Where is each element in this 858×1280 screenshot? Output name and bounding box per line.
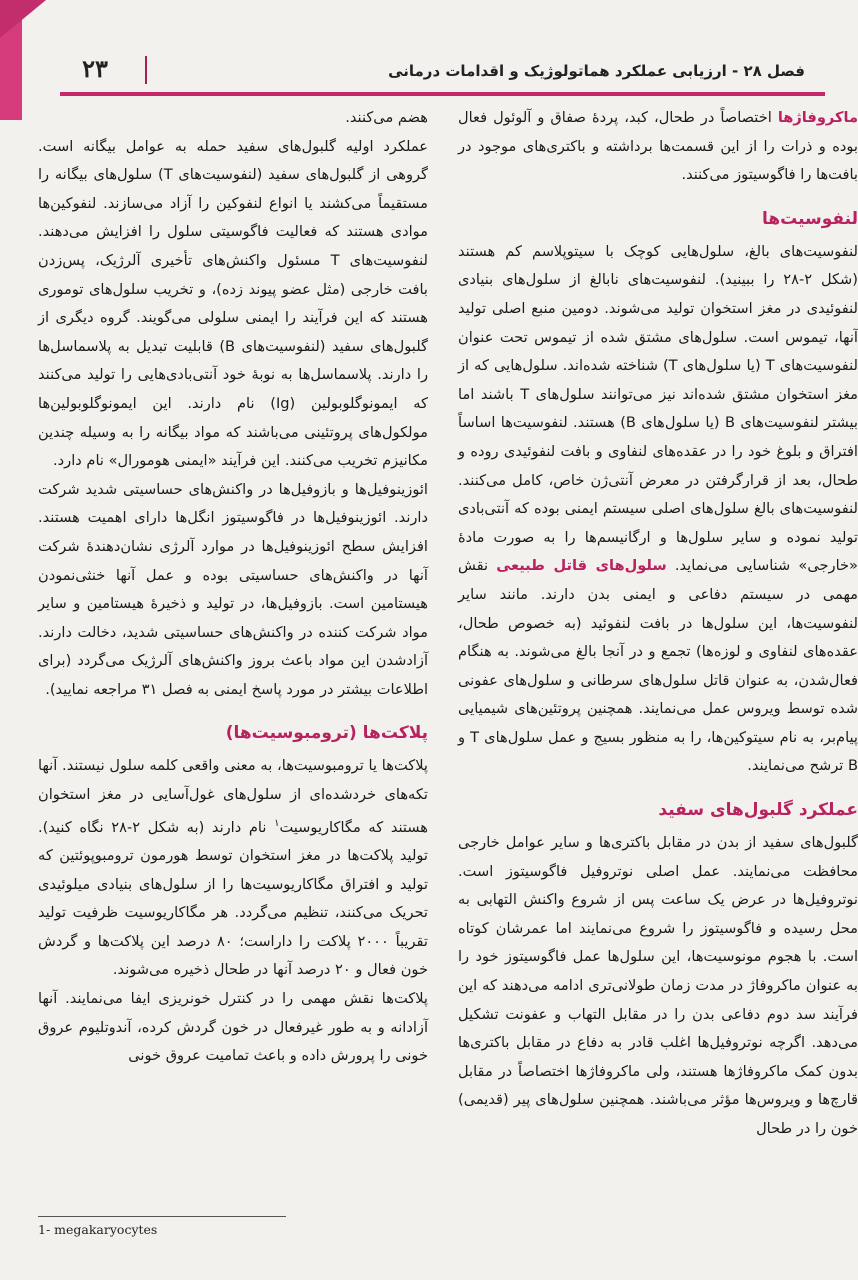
footnote-marker: ۱	[274, 817, 280, 829]
platelets-text-a: پلاکت‌ها یا ترومبوسیت‌ها، به معنی واقعی کلمه سلول نیستند. آنها تکه‌های خردشده‌ای از سلول‌های غول‌آسایی در مغز استخوان هستند که مگاکاریوسیت	[38, 757, 429, 836]
corner-color-wedge	[0, 0, 46, 38]
footnote: 1- megakaryocytes	[38, 1222, 158, 1237]
running-header	[20, 48, 825, 96]
wbc-function-paragraph: گلبول‌های سفید از بدن در مقابل باکتری‌ها و سایر عوامل خارجی محافظت می‌نمایند. عمل اصلی نوتروفیل فاگوسیتوز است. نوتروفیل‌ها در عرض یک ساعت پس از شروع واکنش التهابی به محل رسیده و فاگوسیتوز را شروع می‌نمایند اما عمرشان کوتاه است. با هجوم مونوسیت‌ها، این سلول‌ها عمل فاگوسیتوز خود را به عنوان ماکروفاژ در مدت زمان طولانی‌تری ادامه می‌دهند که این فرآیند سد دوم دفاعی بدن را در مقابل التهاب و عفونت تشکیل می‌دهد. اگرچه نوتروفیل‌ها اغلب قادر به دفاع در مقابل باکتری‌ها بدون کمک ماکروفاژها هستند، ولی ماکروفاژها اختصاصاً در مقابل قارچ‌ها و ویروس‌ها مؤثر می‌باشند. همچنین سلول‌های پیر (قدیمی) خون را در طحال	[458, 834, 858, 1137]
lymphocytes-paragraph	[458, 238, 858, 781]
wbc-function-heading: عملکرد گلبول‌های سفید	[658, 800, 858, 821]
nk-cells-keyword: سلول‌های قاتل طبیعی	[496, 557, 667, 575]
header-rule	[60, 92, 825, 96]
continuation-paragraph: هضم می‌کنند.	[345, 109, 428, 126]
platelets-heading: پلاکت‌ها (ترومبوسیت‌ها)	[225, 723, 428, 744]
nk-cells-text: نقش مهمی در سیستم دفاعی و ایمنی بدن دارند. مانند سایر لنفوسیت‌ها، این سلول‌ها در بافت لنفوئید (به خصوص طحال، عقده‌های لنفاوی و لوزه‌ها) تجمع و در آنجا بالغ می‌شوند. به هنگام فعال‌شدن، به عنوان قاتل سلول‌های سرطانی و سلول‌های عفونی شده توسط ویروس عمل می‌نمایند. همچنین پروتئین‌های شیمیایی پیام‌بر، به نام سیتوکین‌ها، را به منظور بسیج و عمل سلول‌های T و B ترشح می‌نمایند.	[458, 557, 858, 775]
chapter-title: فصل ۲۸ - ارزیابی عملکرد هماتولوژیک و اقدامات درمانی	[388, 62, 805, 80]
footnote-rule	[38, 1216, 286, 1217]
header-separator	[145, 56, 147, 84]
left-column	[38, 104, 428, 1071]
lymphocytes-text: لنفوسیت‌های بالغ، سلول‌هایی کوچک با سیتوپلاسم کم هستند (شکل ۲-۲۸ را ببینید). لنفوسیت‌های نابالغ از سلول‌های بنیادی لنفوئیدی در مغز استخوان تولید می‌شوند. دومین منبع اصلی تولید آنها، تیموس است. سلول‌های مشتق شده از تیموس تحت عنوان لنفوسیت‌های T (یا سلول‌های T) شناخته شده‌اند. سلول‌هایی که از مغز استخوان مشتق شده‌اند نیز می‌توانند سلول‌های T باشند اما بیشتر لنفوسیت‌های B (یا سلول‌های B) هستند. لنفوسیت‌ها اساساً افتراق و بلوغ خود را در عقده‌های لنفاوی و بافت لنفوئیدی روده و طحال، بعد از قرارگرفتن در معرض آنتی‌ژن خاص، کامل می‌کنند. لنفوسیت‌های بالغ سلول‌های اصلی سیستم ایمنی بوده که آنتی‌بادی تولید نموده و سایر سلول‌ها و ارگانیسم‌ها را به صورت مادهٔ «خارجی» شناسایی می‌نماید.	[458, 242, 858, 575]
platelets-text-b: نام دارند (به شکل ۲-۲۸ نگاه کنید). تولید پلاکت‌ها در مغز استخوان توسط هورمون ترومبوپوئتین که تولید و افتراق مگاکاریوسیت‌ها را از سلول‌های بنیادی میلوئیدی تحریک می‌کنند، تنظیم می‌گردد. هر مگاکاریوسیت ظرفیت تولید تقریباً ۲۰۰۰ پلاکت را داراست؛ ۸۰ درصد این پلاکت‌ها و گردش خون فعال و ۲۰ درصد آنها در طحال ذخیره می‌شوند.	[38, 818, 428, 979]
immune-function-paragraph: عملکرد اولیه گلبول‌های سفید حمله به عوامل بیگانه است. گروهی از گلبول‌های سفید (لنفوسیت‌های T) سلول‌های بیگانه را مستقیماً می‌کشند یا انواع لنفوکین را آزاد می‌سازند. لنفوکین‌ها موادی هستند که فعالیت فاگوسیتی سلول را افزایش می‌دهند. لنفوسیت‌های T مسئول واکنش‌های تأخیری آلرژیک، پس‌زدن بافت خارجی (مثل عضو پیوند زده)، و تخریب سلول‌های توموری هستند که این فرآیند را ایمنی سلولی می‌گویند. گروه دیگری از گلبول‌های سفید (لنفوسیت‌های B) قابلیت تبدیل به پلاسماسل‌ها را دارند. پلاسماسل‌ها به نوبهٔ خود آنتی‌بادی‌هایی را تولید می‌کنند که ایمونوگلوبولین (Ig) نام دارند. این ایمونوگلوبولین‌ها مولکول‌های پروتئینی می‌باشند که مواد بیگانه را به وسیله چندین مکانیزم تخریب می‌کنند. این فرآیند «ایمنی هومورال» نام دارد.	[38, 137, 428, 470]
eosinophil-paragraph: ائوزینوفیل‌ها و بازوفیل‌ها در واکنش‌های حساسیتی شدید شرکت دارند. ائوزینوفیل‌ها در فاگوسیتوز انگل‌ها دارای اهمیت هستند. افزایش سطح ائوزینوفیل‌ها در موارد آلرژی نشان‌دهندهٔ شرکت آنها در واکنش‌های حساسیتی بوده و عمل آنها خنثی‌نمودن هیستامین است. بازوفیل‌ها، در تولید و ذخیرهٔ هیستامین و سایر مواد شرکت کننده در واکنش‌های حساسیتی شدید، دخالت دارند. آزادشدن این مواد باعث بروز واکنش‌های آلرژیک می‌گردد (برای اطلاعات بیشتر در مورد پاسخ ایمنی به فصل ۳۱ مراجعه نمایید).	[38, 480, 428, 698]
lymphocytes-heading: لنفوسیت‌ها	[761, 208, 858, 229]
page-number: ۲۳	[82, 54, 108, 83]
platelets-paragraph	[38, 752, 428, 985]
macrophage-keyword: ماکروفاژها	[777, 109, 858, 126]
right-column	[458, 104, 858, 1144]
platelets-role-paragraph: پلاکت‌ها نقش مهمی را در کنترل خونریزی ایفا می‌نمایند. آنها آزادانه و به طور غیرفعال در خون گردش کرده، آندوتلیوم عروق خونی را پرورش داده و باعث تمامیت عروق خونی	[38, 990, 428, 1065]
macrophage-text: اختصاصاً در طحال، کبد، پردهٔ صفاق و آلوئول فعال بوده و ذرات را از این قسمت‌ها برداشته و باکتری‌های موجود در بافت‌ها را فاگوسیتوز می‌کنند.	[458, 109, 858, 184]
macrophage-paragraph	[458, 104, 858, 190]
